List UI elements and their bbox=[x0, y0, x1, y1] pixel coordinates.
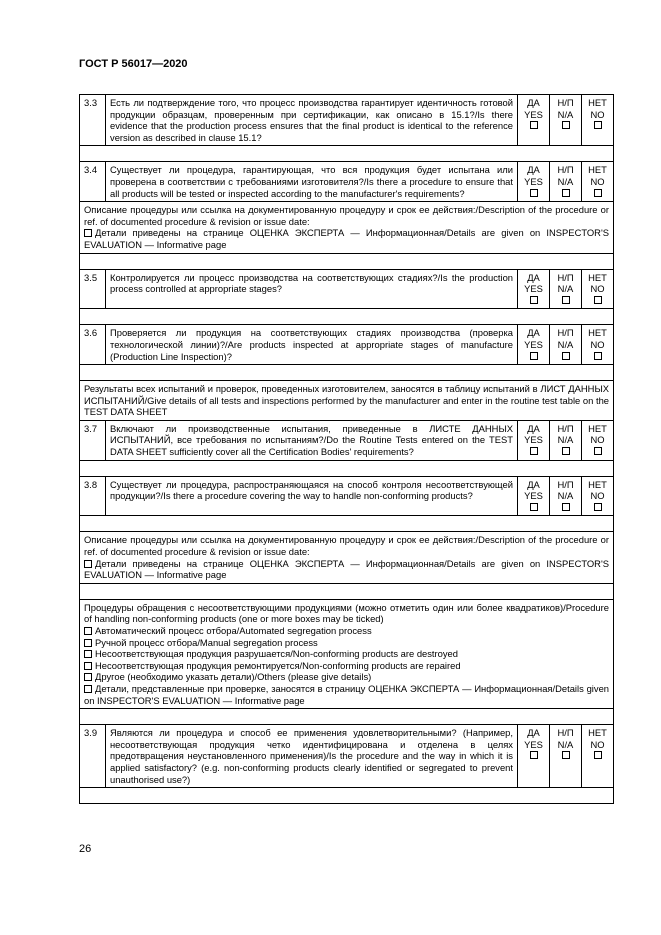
yes-checkbox[interactable] bbox=[530, 352, 538, 360]
option-na[interactable] bbox=[550, 420, 582, 460]
page-number: 26 bbox=[79, 843, 92, 855]
description-text: Описание процедуры или ссылка на документированную процедуру и срок ее действия:/Description of the procedure or ref. of documented procedure & revision or issue date: bbox=[84, 204, 609, 227]
question-number: 3.4 bbox=[80, 162, 106, 202]
blank-row[interactable] bbox=[80, 788, 614, 804]
na-label-ru: Н/П bbox=[557, 164, 574, 176]
option-no[interactable] bbox=[582, 325, 614, 365]
option-text: Другое (необходимо указать детали)/Others (please give details) bbox=[95, 671, 372, 683]
option-na[interactable] bbox=[550, 162, 582, 202]
question-text: Есть ли подтверждение того, что процесс производства гарантирует идентичность готовой продукции образцам, проверенным при сертификации, как описано в 15.1?/Is there evidence that the production process ensures that the final product is identical to the reference version as described in clause 15.1? bbox=[106, 95, 518, 146]
yes-label-en: YES bbox=[524, 108, 543, 120]
no-checkbox[interactable] bbox=[594, 447, 602, 455]
question-row-3-6 bbox=[80, 325, 614, 365]
na-label-ru: Н/П bbox=[557, 727, 574, 739]
option-yes[interactable] bbox=[518, 325, 550, 365]
question-text: Проверяется ли продукция на соответствующих стадиях производства (проверка технологической линии)?/Are products inspected at appropriate stages of manufacture (Production Line Inspection)? bbox=[106, 325, 518, 365]
na-label-en: N/A bbox=[557, 175, 574, 187]
yes-label-ru: ДА bbox=[527, 97, 540, 108]
question-number: 3.9 bbox=[80, 725, 106, 788]
no-label-en: NO bbox=[590, 283, 605, 295]
no-checkbox[interactable] bbox=[594, 352, 602, 360]
details-text: Детали приведены на странице ОЦЕНКА ЭКСПЕРТА — Информационная/Details are given on INSPECTOR'S EVALUATION — Informative page bbox=[84, 557, 609, 581]
yes-label-en: YES bbox=[524, 283, 543, 295]
results-text: Результаты всех испытаний и проверок, проведенных изготовителем, заносятся в таблицу испытаний в ЛИСТ ДАННЫХ ИСПЫТАНИЙ/Give details of all tests and inspections performed by the manufacturer and enter in the routine test table on the TEST DATA SHEET bbox=[80, 381, 614, 421]
yes-label-ru: ДА bbox=[527, 327, 540, 339]
blank-row[interactable] bbox=[80, 583, 614, 599]
option-no[interactable] bbox=[582, 725, 614, 788]
option-no[interactable] bbox=[582, 476, 614, 516]
no-label-ru: НЕТ bbox=[588, 478, 607, 490]
blank-row[interactable] bbox=[80, 365, 614, 381]
question-row-3-8 bbox=[80, 476, 614, 516]
option-no[interactable] bbox=[582, 269, 614, 309]
question-row-3-4 bbox=[80, 162, 614, 202]
option-yes[interactable] bbox=[518, 725, 550, 788]
yes-label-ru: ДА bbox=[527, 164, 540, 176]
no-label-ru: НЕТ bbox=[588, 327, 607, 339]
no-label-en: NO bbox=[590, 490, 605, 502]
question-text: Контролируется ли процесс производства на соответствующих стадиях?/Is the production process controlled at appropriate stages? bbox=[106, 269, 518, 309]
no-label-ru: НЕТ bbox=[588, 271, 607, 283]
na-label-ru: Н/П bbox=[557, 271, 574, 283]
blank-row[interactable] bbox=[80, 146, 614, 162]
option-yes[interactable] bbox=[518, 476, 550, 516]
description-row bbox=[80, 202, 614, 253]
blank-row[interactable] bbox=[80, 309, 614, 325]
option-no[interactable] bbox=[582, 420, 614, 460]
no-label-en: NO bbox=[590, 738, 605, 750]
no-label-ru: НЕТ bbox=[588, 727, 607, 739]
no-label-ru: НЕТ bbox=[588, 422, 607, 434]
automated-segregation-checkbox[interactable] bbox=[84, 627, 92, 635]
na-label-en: N/A bbox=[557, 490, 574, 502]
option-na[interactable] bbox=[550, 95, 582, 146]
question-number: 3.5 bbox=[80, 269, 106, 309]
others-checkbox[interactable] bbox=[84, 673, 92, 681]
option-yes[interactable] bbox=[518, 162, 550, 202]
question-number: 3.3 bbox=[80, 95, 106, 146]
no-checkbox[interactable] bbox=[594, 189, 602, 197]
yes-label-en: YES bbox=[524, 738, 543, 750]
yes-checkbox[interactable] bbox=[530, 503, 538, 511]
na-checkbox[interactable] bbox=[562, 352, 570, 360]
option-na[interactable] bbox=[550, 269, 582, 309]
question-row-3-9 bbox=[80, 725, 614, 788]
no-checkbox[interactable] bbox=[594, 751, 602, 759]
option-text: Ручной процесс отбора/Manual segregation process bbox=[95, 636, 318, 648]
manual-segregation-checkbox[interactable] bbox=[84, 639, 92, 647]
na-checkbox[interactable] bbox=[562, 121, 570, 129]
no-checkbox[interactable] bbox=[594, 503, 602, 511]
option-text: Автоматический процесс отбора/Automated segregation process bbox=[95, 625, 372, 636]
yes-label-ru: ДА bbox=[527, 727, 540, 739]
na-label-en: N/A bbox=[557, 434, 574, 446]
yes-label-en: YES bbox=[524, 490, 543, 502]
details-text: Детали приведены на странице ОЦЕНКА ЭКСПЕРТА — Информационная/Details are given on INSPECTOR'S EVALUATION — Informative page bbox=[84, 227, 609, 250]
no-label-ru: НЕТ bbox=[588, 164, 607, 176]
yes-label-ru: ДА bbox=[527, 478, 540, 490]
na-label-en: N/A bbox=[557, 738, 574, 750]
yes-label-ru: ДА bbox=[527, 422, 540, 434]
question-text: Включают ли производственные испытания, приведенные в ЛИСТЕ ДАННЫХ ИСПЫТАНИЙ, все требования по испытаниям?/Do the Routine Tests entered on the TEST DATA SHEET sufficiently cover all the Certification Bodies' requirements? bbox=[106, 420, 518, 460]
option-yes[interactable] bbox=[518, 95, 550, 146]
na-checkbox[interactable] bbox=[562, 503, 570, 511]
yes-checkbox[interactable] bbox=[530, 121, 538, 129]
description-row bbox=[80, 532, 614, 583]
na-label-en: N/A bbox=[557, 283, 574, 295]
document-header: ГОСТ Р 56017—2020 bbox=[79, 58, 188, 70]
option-no[interactable] bbox=[582, 162, 614, 202]
option-no[interactable] bbox=[582, 95, 614, 146]
blank-row[interactable] bbox=[80, 460, 614, 476]
na-checkbox[interactable] bbox=[562, 447, 570, 455]
blank-row[interactable] bbox=[80, 253, 614, 269]
yes-checkbox[interactable] bbox=[530, 447, 538, 455]
details-checkbox[interactable] bbox=[84, 560, 92, 568]
yes-checkbox[interactable] bbox=[530, 189, 538, 197]
na-checkbox[interactable] bbox=[562, 189, 570, 197]
na-label-ru: Н/П bbox=[557, 478, 574, 490]
question-row-3-7 bbox=[80, 420, 614, 460]
blank-row[interactable] bbox=[80, 516, 614, 532]
option-text: Несоответствующая продукция ремонтируется/Non-conforming products are repaired bbox=[95, 659, 461, 671]
blank-row[interactable] bbox=[80, 709, 614, 725]
question-text: Являются ли процедура и способ ее применения удовлетворительными? (Например, несоответствующая продукция четко идентифицирована и отделена в целях предотвращения неустановленного применения)/Is the procedure and the way in which it is applied satisfactory? (e.g. non-conforming products clearly identified or segregated to prevent unauthorised use?) bbox=[106, 725, 518, 788]
yes-label-en: YES bbox=[524, 434, 543, 446]
question-number: 3.8 bbox=[80, 476, 106, 516]
question-number: 3.7 bbox=[80, 420, 106, 460]
question-row-3-5 bbox=[80, 269, 614, 309]
option-yes[interactable] bbox=[518, 269, 550, 309]
na-label-en: N/A bbox=[557, 108, 574, 120]
nonconforming-intro: Процедуры обращения с несоответствующими продукциями (можно отметить один или более квадратиков)/Procedure of handling non-conforming products (one or more boxes may be ticked) bbox=[84, 601, 609, 625]
results-row bbox=[80, 381, 614, 421]
yes-label-en: YES bbox=[524, 175, 543, 187]
na-label-ru: Н/П bbox=[557, 327, 574, 339]
na-label-en: N/A bbox=[557, 338, 574, 350]
yes-label-en: YES bbox=[524, 338, 543, 350]
option-na[interactable] bbox=[550, 325, 582, 365]
na-label-ru: Н/П bbox=[557, 97, 574, 108]
option-text: Несоответствующая продукция разрушается/Non-conforming products are destroyed bbox=[95, 648, 458, 660]
question-row-3-3 bbox=[80, 95, 614, 146]
question-number: 3.6 bbox=[80, 325, 106, 365]
no-checkbox[interactable] bbox=[594, 121, 602, 129]
inspection-checklist-table bbox=[79, 94, 614, 804]
details-given-checkbox[interactable] bbox=[84, 685, 92, 693]
no-label-ru: НЕТ bbox=[588, 97, 607, 108]
no-label-en: NO bbox=[590, 108, 605, 120]
question-text: Существует ли процедура, распространяющаяся на способ контроля несоответствующей продукции?/Is there a procedure covering the way to handle non-conforming products? bbox=[106, 476, 518, 516]
yes-label-ru: ДА bbox=[527, 271, 540, 283]
no-checkbox[interactable] bbox=[594, 296, 602, 304]
details-checkbox[interactable] bbox=[84, 229, 92, 237]
na-checkbox[interactable] bbox=[562, 751, 570, 759]
option-yes[interactable] bbox=[518, 420, 550, 460]
no-label-en: NO bbox=[590, 175, 605, 187]
option-na[interactable] bbox=[550, 476, 582, 516]
no-label-en: NO bbox=[590, 338, 605, 350]
option-text: Детали, представленные при проверке, заносятся в страницу ОЦЕНКА ЭКСПЕРТА — Информационная/Details given on INSPECTOR'S EVALUATION — Informative page bbox=[84, 682, 609, 706]
repaired-checkbox[interactable] bbox=[84, 662, 92, 670]
question-text: Существует ли процедура, гарантирующая, что вся продукция будет испытана или проверена в соответствии с требованиями изготовителя?/Is there a procedure to ensure that all products will be tested or inspected according to the manufacturer's requirements? bbox=[106, 162, 518, 202]
yes-checkbox[interactable] bbox=[530, 296, 538, 304]
yes-checkbox[interactable] bbox=[530, 751, 538, 759]
option-na[interactable] bbox=[550, 725, 582, 788]
nonconforming-procedures-row bbox=[80, 599, 614, 708]
destroyed-checkbox[interactable] bbox=[84, 650, 92, 658]
description-text: Описание процедуры или ссылка на документированную процедуру и срок ее действия:/Description of the procedure or ref. of documented procedure & revision or issue date: bbox=[84, 534, 609, 558]
na-label-ru: Н/П bbox=[557, 422, 574, 434]
no-label-en: NO bbox=[590, 434, 605, 446]
na-checkbox[interactable] bbox=[562, 296, 570, 304]
